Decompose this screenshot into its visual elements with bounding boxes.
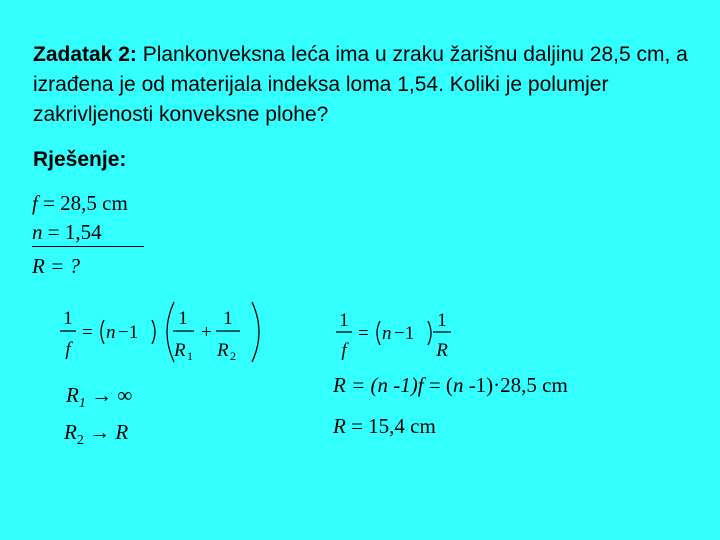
calc-step-1-n2: n: [452, 373, 464, 397]
formula-left-r2: R: [217, 340, 229, 361]
calc-step-1-c: = (: [423, 373, 453, 397]
given-n-symbol: n: [32, 220, 43, 244]
calc-step-1-d: -1)·28,5 cm: [463, 373, 568, 397]
calc-step-1-b: -1): [388, 373, 418, 397]
formula-right-numerator: 1: [339, 310, 349, 331]
formula-left-num-1: 1: [178, 308, 188, 329]
formula-right-r: R: [436, 340, 448, 361]
formula-left-n: n: [106, 322, 116, 343]
formula-left-num-2: 1: [223, 308, 233, 329]
limit-r1-symbol: R: [66, 383, 79, 407]
problem-label: Zadatak 2:: [33, 43, 137, 66]
lensmaker-formula: [58, 298, 273, 371]
formula-left-r2-sub: 2: [230, 349, 236, 363]
given-f-symbol: f: [32, 191, 38, 215]
limit-r1-sub: 1: [78, 396, 86, 412]
formula-left-f: f: [65, 339, 71, 360]
problem-text: Plankonveksna leća ima u zraku žarišnu daljinu 28,5 cm, a izrađena je od materijala indeksa loma 1,54. Koliki je polumjer zakrivljenosti konveksne plohe?: [33, 43, 688, 126]
calc-step-1-f: f: [417, 373, 424, 397]
calc-step-1: [333, 373, 568, 398]
calc-result: [333, 414, 436, 439]
solution-label: Rješenje:: [33, 148, 127, 171]
formula-left-plus: +: [201, 322, 212, 343]
formula-left-minus-one: −1: [118, 322, 139, 343]
limit-r1-value: → ∞: [85, 383, 133, 407]
formula-right-f: f: [341, 340, 347, 361]
formula-left-r1-sub: 1: [187, 349, 193, 363]
given-unknown: R = ?: [32, 254, 80, 278]
given-f-value: = 28,5 cm: [37, 191, 128, 215]
limit-r2-value: → R: [83, 420, 129, 444]
plano-convex-formula: [330, 306, 460, 367]
formula-left-equals: =: [82, 322, 93, 343]
formula-right-minus-one: −1: [394, 323, 415, 344]
formula-right-n: n: [382, 323, 392, 344]
limit-r2-sub: 2: [76, 433, 84, 449]
limit-r2-symbol: R: [64, 420, 77, 444]
calc-result-value: = 15,4 cm: [345, 414, 436, 438]
given-focal-length: [32, 191, 128, 216]
limit-r2: [64, 420, 128, 449]
calc-step-1-a: R = (: [333, 373, 378, 397]
calc-step-1-n: n: [377, 373, 388, 397]
calc-result-r: R: [333, 414, 346, 438]
formula-right-num: 1: [437, 310, 447, 331]
problem-statement: [33, 40, 693, 130]
given-refractive-index: [32, 220, 102, 245]
formula-left-numerator: 1: [63, 308, 73, 329]
given-n-value: = 1,54: [42, 220, 102, 244]
limit-r1: [66, 383, 132, 412]
formula-left-r1: R: [174, 340, 186, 361]
given-divider: [32, 246, 144, 247]
formula-right-equals: =: [358, 323, 369, 344]
